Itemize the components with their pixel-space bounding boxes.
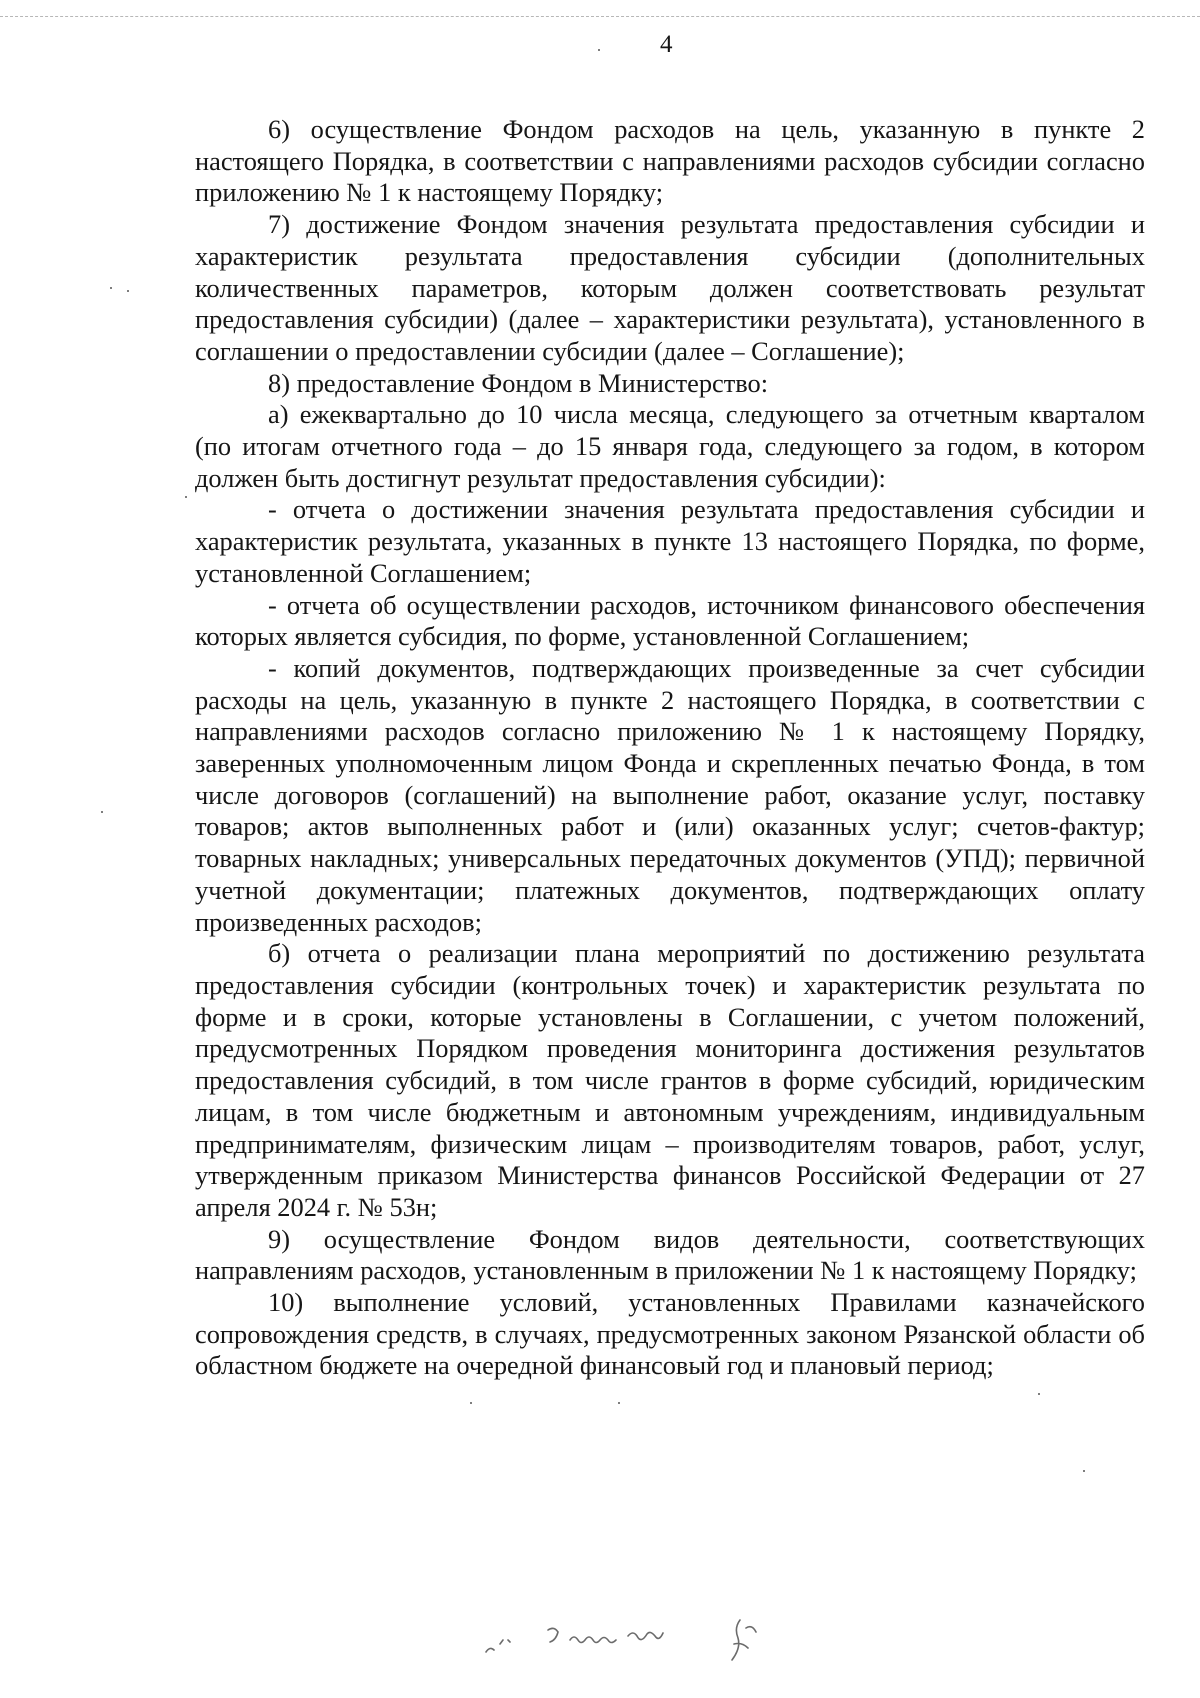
scan-speck [1083, 1470, 1085, 1472]
page-number: 4 [660, 31, 673, 58]
paragraph-subitem-a: а) ежеквартально до 10 числа месяца, следующего за отчетным кварталом (по итогам отчетного года – до 15 января года, следующего за годом, в котором должен быть достигнут результат предоставления субсидии): [195, 399, 1145, 493]
scan-speck [470, 1402, 472, 1404]
paragraph-item-7: 7) достижение Фондом значения результата предоставления субсидии и характеристик результата предоставления субсидии (дополнительных количественных параметров, которым должен соответствовать результат предоставления субсидии) (далее – характеристики результата), установленного в соглашении о предоставлении субсидии (далее – Соглашение); [195, 209, 1145, 366]
paragraph-dash-report-result: - отчета о достижении значения результата предоставления субсидии и характеристик результата, указанных в пункте 13 настоящего Порядка, по форме, установленной Соглашением; [195, 494, 1145, 588]
scan-speck [618, 1402, 620, 1404]
scan-speck [110, 287, 112, 289]
paragraph-item-10: 10) выполнение условий, установленных Правилами казначейского сопровождения средств, в случаях, предусмотренных законом Рязанской области об областном бюджете на очередной финансовый год и плановый период; [195, 1287, 1145, 1381]
scan-speck [598, 49, 600, 51]
paragraph-dash-document-copies: - копий документов, подтверждающих произведенные за счет субсидии расходы на цель, указанную в пункте 2 настоящего Порядка, в соответствии с направлениями расходов согласно приложению № 1 к настоящему Порядку, заверенных уполномоченным лицом Фонда и скрепленных печатью Фонда, в том числе договоров (соглашений) на выполнение работ, оказание услуг, поставку товаров; актов выполненных работ и (или) оказанных услуг; счетов-фактур; товарных накладных; универсальных передаточных документов (УПД); первичной учетной документации; платежных документов, подтверждающих оплату произведенных расходов; [195, 652, 1145, 937]
paragraph-subitem-b: б) отчета о реализации плана мероприятий по достижению результата предоставления субсидии (контрольных точек) и характеристик результата по форме и в сроки, которые установлены в Соглашении, с учетом положений, предусмотренных Порядком проведения мониторинга достижения результатов предоставления субсидий, в том числе грантов в форме субсидий, юридическим лицам, в том числе бюджетным и автономным учреждениям, индивидуальным предпринимателям, физическим лицам – производителям товаров, работ, услуг, утвержденным приказом Министерства финансов Российской Федерации от 27 апреля 2024 г. № 53н; [195, 938, 1145, 1222]
document-body [195, 114, 1145, 1382]
paragraph-item-9: 9) осуществление Фондом видов деятельности, соответствующих направлениям расходов, установленным в приложении № 1 к настоящему Порядку; [195, 1223, 1145, 1286]
scan-speck [1038, 1393, 1040, 1395]
paragraph-item-6: 6) осуществление Фондом расходов на цель, указанную в пункте 2 настоящего Порядка, в соответствии с направлениями расходов субсидии согласно приложению № 1 к настоящему Порядку; [195, 114, 1145, 208]
paragraph-dash-report-expenses: - отчета об осуществлении расходов, источником финансового обеспечения которых является субсидия, по форме, установленной Соглашением; [195, 589, 1145, 652]
scan-speck [127, 290, 129, 292]
scan-speck [101, 811, 103, 813]
paragraph-item-8: 8) предоставление Фондом в Министерство: [268, 367, 769, 398]
scan-speck [185, 496, 187, 498]
scan-edge-line [0, 16, 1200, 18]
signature-scribble [478, 1600, 838, 1670]
